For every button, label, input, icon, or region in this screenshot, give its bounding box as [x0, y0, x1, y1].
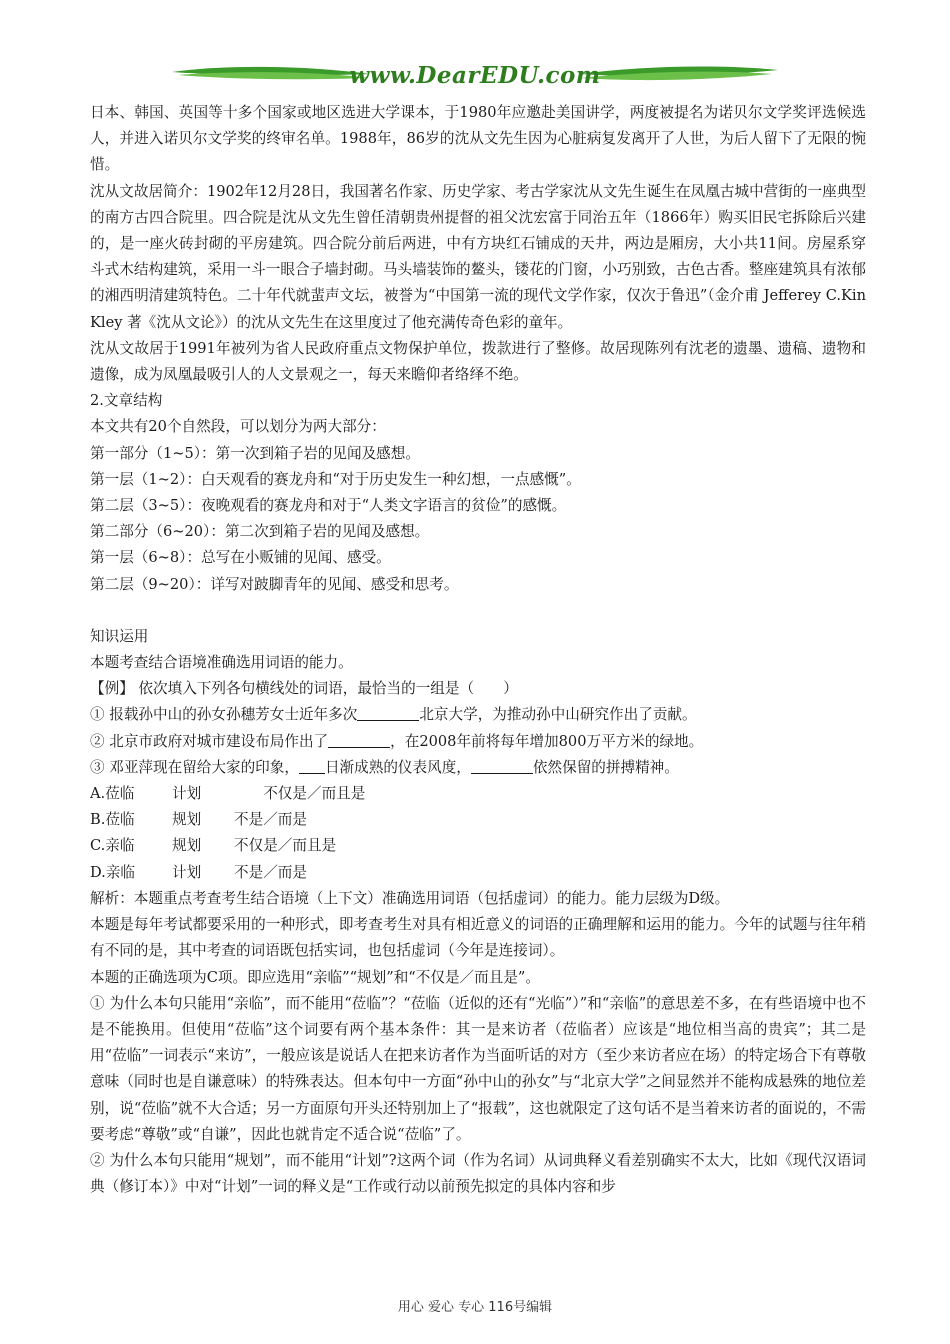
section-heading: 知识运用: [90, 627, 149, 645]
option-label: D.亲临: [90, 863, 136, 881]
answer-option: [90, 833, 866, 859]
paragraph: 日本、韩国、英国等十多个国家或地区选进大学课本，于1980年应邀赴美国讲学，两度被提名为诺贝尔文学奖评选候选人，并进入诺贝尔文学奖的终审名单。1988年，86岁的沈从文先生因为心脏病复发离开了人世，为后人留下了无限的惋惜。: [90, 104, 866, 174]
paragraph: 第一部分（1~5）：第一次到箱子岩的见闻及感想。: [90, 444, 420, 462]
option-word: 规划: [172, 837, 202, 855]
fill-blank: [357, 702, 419, 721]
paragraph: 第一层（6~8）：总写在小贩铺的见闻、感受。: [90, 549, 391, 567]
answer-option: [90, 860, 866, 886]
section-heading: 2.文章结构: [90, 392, 163, 410]
question-line-2: [90, 729, 866, 755]
paragraph: 沈从文故居简介：1902年12月28日，我国著名作家、历史学家、考古学家沈从文先生诞生在凤凰古城中营街的一座典型的南方古四合院里。四合院是沈从文先生曾任清朝贵州提督的祖父沈宏富于同治五年（1866年）购买旧民宅拆除后兴建的，是一座火砖封砌的平房建筑。四合院分前后两进，中有方块红石铺成的天井，两边是厢房，大小共11间。房屋系穿斗式木结构建筑，采用一斗一眼合子墙封砌。马头墙装饰的鳌头，镂花的门窗，小巧别致，古色古香。整座建筑具有浓郁的湘西明清建筑特色。二十年代就蜚声文坛，被誉为“中国第一流的现代文学作家，仅次于鲁迅”（金介甫 Jefferey C.KinKley 著《沈从文论》）的沈从文先生在这里度过了他充满传奇色彩的童年。: [90, 182, 866, 331]
blank-line: [90, 598, 866, 624]
option-word: 不是／而是: [234, 811, 307, 829]
page-footer: 用心 爱心 专心 116号编辑: [397, 1300, 553, 1315]
example-question: 【例】 依次填入下列各句横线处的词语，最恰当的一组是（ ）: [90, 680, 518, 698]
analysis-paragraph: 解析：本题重点考查考生结合语境（上下文）准确选用词语（包括虚词）的能力。能力层级为D级。: [90, 889, 730, 907]
question-line-3: [90, 755, 866, 781]
paragraph: 本文共有20个自然段，可以划分为两大部分：: [90, 418, 386, 436]
paragraph: 第二层（9~20）：详写对跛脚青年的见闻、感受和思考。: [90, 575, 459, 593]
site-title: www.DearEDU.com: [349, 62, 601, 89]
analysis-paragraph: ② 为什么本句只能用“规划”，而不能用“计划”?这两个词（作为名词）从词典释义看差别确实不太大，比如《现代汉语词典（修订本）》中对“计划”一词的释义是“工作或行动以前预先拟定的具体内容和步: [90, 1151, 866, 1196]
fill-blank: [471, 755, 533, 774]
option-label: B.莅临: [90, 811, 135, 829]
question-text: ③ 邓亚萍现在留给大家的印象，: [90, 758, 299, 776]
question-line-1: [90, 702, 866, 728]
option-word: 不仅是／而且是: [234, 785, 366, 803]
document-body: [90, 100, 866, 1200]
paragraph: 沈从文故居于1991年被列为省人民政府重点文物保护单位，拨款进行了整修。故居现陈列有沈老的遗墨、遗稿、遗物和遗像，成为凤凰最吸引人的人文景观之一，每天来瞻仰者络绎不绝。: [90, 339, 866, 384]
fill-blank: [299, 755, 325, 774]
question-text: ，在2008年前将每年增加800万平方米的绿地。: [390, 732, 704, 750]
paragraph: 第一层（1~2）：白天观看的赛龙舟和“对于历史发生一种幻想，一点感慨”。: [90, 470, 581, 488]
option-word: 规划: [172, 811, 202, 829]
option-word: 不仅是／而且是: [234, 837, 337, 855]
question-text: 北京大学，为推动孙中山研究作出了贡献。: [419, 706, 697, 724]
question-text: ① 报载孙中山的孙女孙穗芳女士近年多次: [90, 706, 358, 724]
fill-blank: [328, 729, 390, 748]
question-text: ② 北京市政府对城市建设布局作出了: [90, 732, 329, 750]
option-word: 不是／而是: [234, 863, 307, 881]
question-text: 日渐成熟的仪表风度，: [324, 758, 471, 776]
analysis-paragraph: 本题是每年考试都要采用的一种形式，即考查考生对具有相近意义的词语的正确理解和运用的能力。今年的试题与往年稍有不同的是，其中考查的词语既包括实词，也包括虚词（今年是连接词）。: [90, 916, 866, 960]
option-label: C.亲临: [90, 837, 135, 855]
analysis-paragraph: 本题的正确选项为C项。即应选用“亲临”“规划”和“不仅是／而且是”。: [90, 968, 540, 986]
answer-option: [90, 781, 866, 807]
answer-option: [90, 807, 866, 833]
option-word: 计划: [172, 785, 202, 803]
option-label: A.莅临: [90, 785, 135, 803]
option-word: 计划: [172, 863, 202, 881]
site-header-banner: [170, 58, 780, 94]
paragraph: 第二层（3~5）：夜晚观看的赛龙舟和对于“人类文字语言的贫俭”的感慨。: [90, 497, 567, 515]
paragraph: 本题考查结合语境准确选用词语的能力。: [90, 654, 353, 672]
paragraph: 第二部分（6~20）：第二次到箱子岩的见闻及感想。: [90, 523, 430, 541]
analysis-paragraph: ① 为什么本句只能用“亲临”，而不能用“莅临”？“莅临（近似的还有“光临”）”和“亲临”的意思差不多，在有些语境中也不是不能换用。但使用“莅临”这个词要有两个基本条件：其一是来访者（莅临者）应该是“地位相当高的贵宾”；其二是用“莅临”一词表示“来访”，一般应该是说话人在把来访者作为当面听话的对方（至少来访者应在场）的特定场合下有尊敬意味（同时也是自谦意味）的特殊表达。但本句中一方面“孙中山的孙女”与“北京大学”之间显然并不能构成悬殊的地位差别，说“莅临”就不大合适；另一方面原句开头还特别加上了“报载”，这也就限定了这句话不是当着来访者的面说的，不需要考虑“尊敬”或“自谦”，因此也就肯定不适合说“莅临”了。: [90, 994, 866, 1143]
question-text: 依然保留的拼搏精神。: [532, 758, 679, 776]
